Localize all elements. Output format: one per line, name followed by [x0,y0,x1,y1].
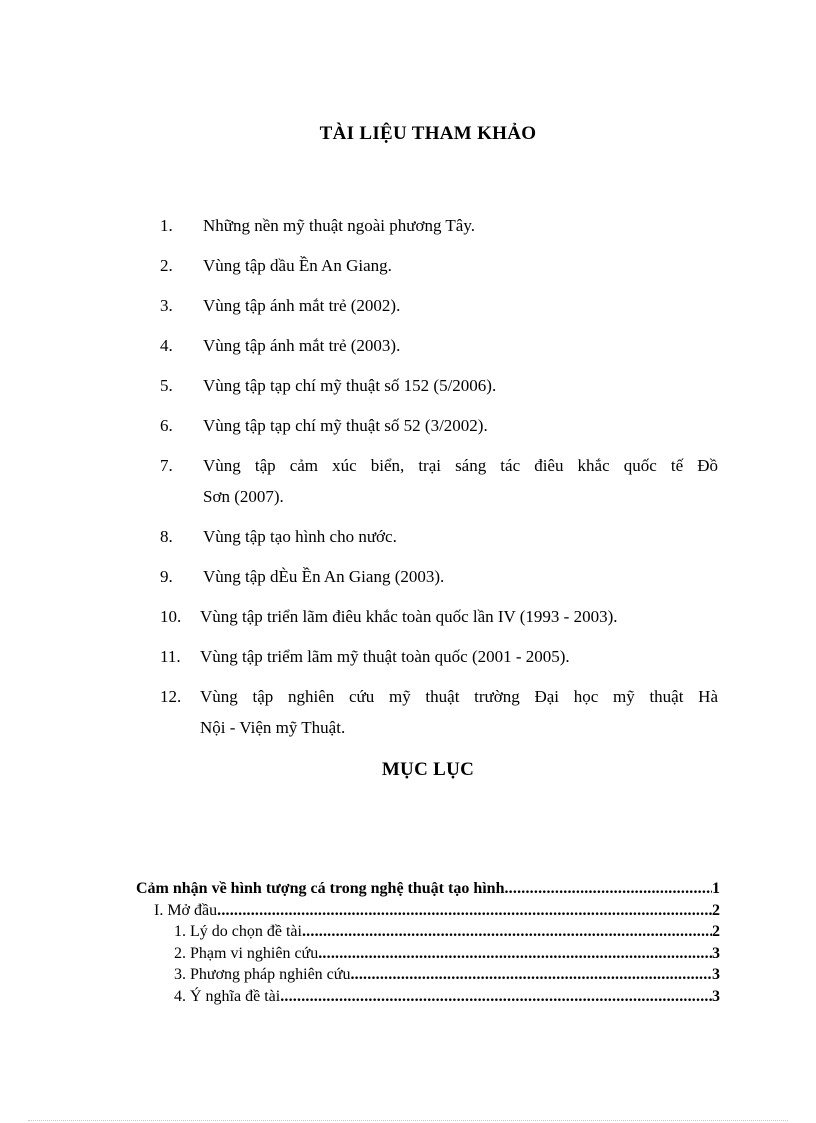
reference-text: Vùng tập triểm lãm mỹ thuật toàn quốc (2001 - 2005). [200,647,570,666]
reference-text: Vùng tập triển lãm điêu khắc toàn quốc lần IV (1993 - 2003). [200,607,618,626]
reference-number: 10. [160,607,182,626]
reference-number: 9. [160,567,173,586]
reference-text: Vùng tập tạp chí mỹ thuật số 152 (5/2006). [203,376,497,395]
reference-text [160,681,718,743]
reference-text-line2: Sơn (2007). [203,487,284,506]
reference-number: 6. [160,416,173,435]
reference-number: 2. [160,256,173,275]
toc-entry-page: 3 [712,987,720,1005]
table-of-contents [136,880,720,1009]
toc-entry[interactable] [136,966,720,988]
reference-text: Vùng tập tạo hình cho nước. [203,527,397,546]
reference-number: 4. [160,336,173,355]
reference-item [160,330,718,361]
toc-entry[interactable] [136,923,720,945]
toc-leader-dots [350,966,712,984]
toc-entry-label: 4. Ý nghĩa đề tài [174,987,281,1005]
toc-entry-label: 2. Phạm vi nghiên cứu [174,944,319,962]
reference-text-line1: Vùng tập nghiên cứu mỹ thuật trường Đại học mỹ thuật Hà [200,687,718,706]
reference-text: Vùng tập ánh mắt trẻ (2002). [203,296,401,315]
toc-entry[interactable] [136,945,720,967]
reference-text [160,450,718,512]
reference-text-line2: Nội - Viện mỹ Thuật. [200,718,346,737]
toc-entry-label: 3. Phương pháp nghiên cứu [174,966,351,983]
toc-leader-dots [318,945,712,963]
toc-entry-page: 2 [712,901,720,919]
toc-entry[interactable] [136,880,720,902]
toc-entry-label: I. Mở đầu [154,901,218,919]
reference-text: Vùng tập dầu Ền An Giang. [203,256,392,275]
reference-item [160,450,718,512]
reference-item [160,641,718,672]
reference-text-line1: Vùng tập cảm xúc biển, trại sáng tác điêu khắc quốc tế Đồ [203,456,718,475]
reference-number: 3. [160,296,173,315]
reference-text: Những nền mỹ thuật ngoài phương Tây. [203,216,475,235]
toc-title: MỤC LỤC [381,759,475,780]
reference-text: Vùng tập tạp chí mỹ thuật số 52 (3/2002). [203,416,488,435]
toc-leader-dots [302,923,712,941]
reference-number: 12. [160,687,182,706]
reference-number: 5. [160,376,173,395]
reference-number: 7. [160,456,173,475]
reference-text: Vùng tập dÈu Ền An Giang (2003). [203,567,445,586]
toc-entry-page: 3 [712,944,720,962]
reference-text: Vùng tập ánh mắt trẻ (2003). [203,336,401,355]
references-title: TÀI LIỆU THAM KHẢO [319,123,537,144]
toc-leader-dots [504,880,712,898]
reference-item [160,210,718,241]
reference-item [160,561,718,592]
toc-entry-label: Cảm nhận về hình tượng cá trong nghệ thuật tạo hình [136,880,505,897]
reference-number: 1. [160,216,173,235]
page-bottom-divider [28,1120,788,1121]
reference-number: 8. [160,527,173,546]
reference-item [160,250,718,281]
reference-item [160,410,718,441]
reference-item [160,681,718,743]
toc-leader-dots [280,988,712,1006]
reference-number: 11. [160,647,181,666]
toc-entry-page: 1 [712,880,720,897]
reference-item [160,601,718,632]
toc-entry[interactable] [136,988,720,1010]
reference-item [160,290,718,321]
toc-entry[interactable] [136,902,720,924]
toc-entry-page: 2 [712,923,720,940]
reference-item [160,521,718,552]
reference-item [160,370,718,401]
toc-entry-page: 3 [712,966,720,983]
toc-leader-dots [217,902,712,920]
references-list [160,210,718,752]
toc-entry-label: 1. Lý do chọn đề tài [174,923,302,940]
